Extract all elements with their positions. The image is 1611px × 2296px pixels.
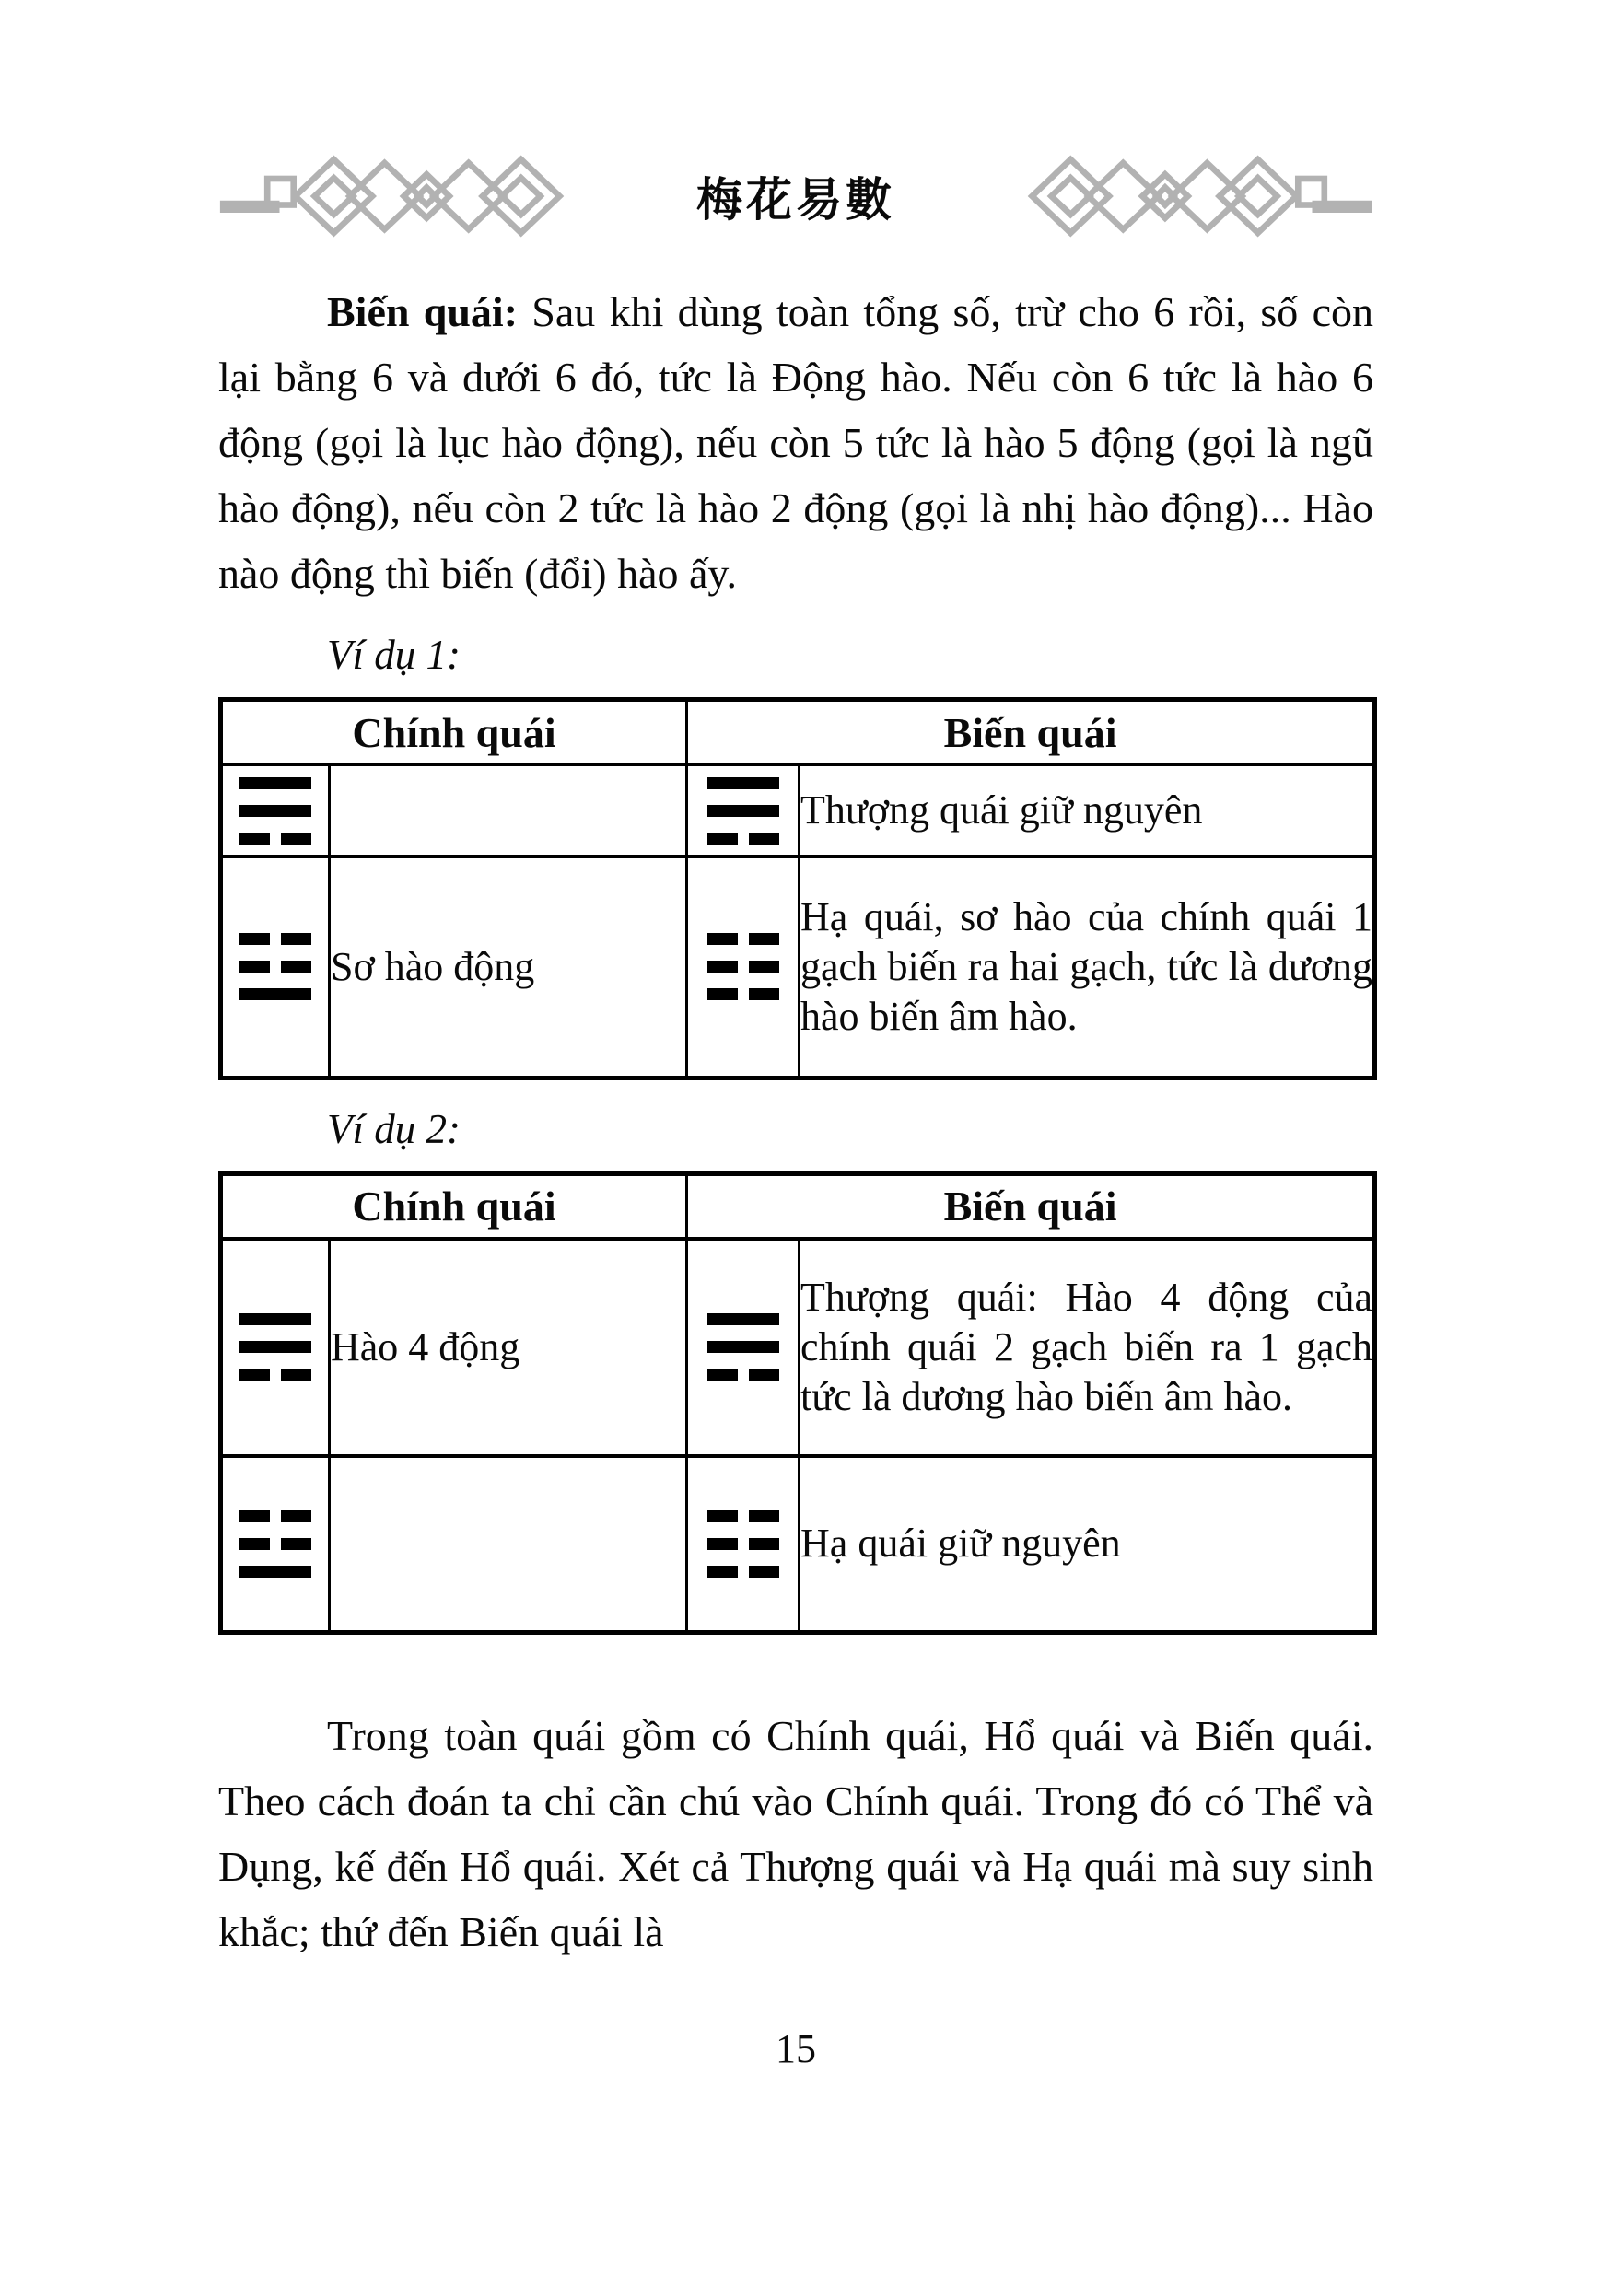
trigram-lower-bien [707,1510,779,1578]
yang-line [707,777,779,789]
table-row [221,764,1375,857]
yang-line [239,988,311,1000]
yang-line [239,1313,311,1325]
trigram-upper-bien [707,1313,779,1381]
example-2-label: Ví dụ 2: [327,1105,461,1152]
yin-line [707,988,779,1000]
yin-line [239,833,311,845]
trigram-lower-chinh [239,1510,311,1578]
page-header [218,150,1373,242]
page-title-cjk: 梅花易數 [696,174,895,226]
bien-description-cell: Thượng quái: Hào 4 động của chính quái 2 gạch biến ra 1 gạch tức là dương hào biến âm hào. [800,1239,1375,1456]
example-1-table [218,697,1377,1080]
yang-line [239,1341,311,1353]
yin-line [707,933,779,945]
column-header-bien-quai: Biến quái [687,700,1375,765]
yin-line [239,1369,311,1381]
table-header-row [221,1173,1375,1239]
chinh-label-cell: Hào 4 động [330,1239,687,1456]
table-row [221,1239,1375,1456]
yin-line [239,1510,311,1522]
intro-lead-bold: Biến quái: [327,288,519,335]
table-row [221,1456,1375,1633]
diamond-chain-ornament-right [1023,152,1373,240]
chinh-trigram-cell [221,764,330,857]
chinh-label-cell [330,764,687,857]
yin-line [707,961,779,973]
chinh-trigram-cell [221,1456,330,1633]
bien-description-cell: Hạ quái giữ nguyên [800,1456,1375,1633]
chinh-label-cell [330,1456,687,1633]
bien-trigram-cell [687,1456,800,1633]
yang-line [707,1313,779,1325]
table-header-row [221,700,1375,765]
trigram-upper-bien [707,777,779,845]
table-row [221,857,1375,1078]
yang-line [707,805,779,817]
diamond-chain-ornament-left [218,152,568,240]
column-header-chinh-quai: Chính quái [221,700,687,765]
bien-description-cell: Thượng quái giữ nguyên [800,764,1375,857]
yin-line [707,833,779,845]
bien-trigram-cell [687,764,800,857]
bien-description-cell: Hạ quái, sơ hào của chính quái 1 gạch biến ra hai gạch, tức là dương hào biến âm hào. [800,857,1375,1078]
yin-line [707,1538,779,1550]
chinh-label-cell: Sơ hào động [330,857,687,1078]
yin-line [707,1510,779,1522]
trigram-upper-chinh [239,1313,311,1381]
bien-trigram-cell [687,1239,800,1456]
yang-line [707,1341,779,1353]
intro-paragraph [218,279,1373,606]
yang-line [239,777,311,789]
trigram-lower-bien [707,933,779,1000]
column-header-bien-quai: Biến quái [687,1173,1375,1239]
yin-line [239,1538,311,1550]
column-header-chinh-quai: Chính quái [221,1173,687,1239]
chinh-trigram-cell [221,1239,330,1456]
intro-body-text: Sau khi dùng toàn tổng số, trừ cho 6 rồi, số còn lại bằng 6 và dưới 6 đó, tức là Động hào. Nếu còn 6 tức là hào 6 động (gọi là lục hào động), nếu còn 5 tức là hào 5 động (gọi là ngũ hào động), nếu còn 2 tức là hào 2 động (gọi là nhị hào động)... Hào nào động thì biến (đổi) hào ấy. [218,288,1373,597]
page-number: 15 [776,2026,816,2071]
example-2-table [218,1171,1377,1636]
trigram-upper-chinh [239,777,311,845]
yin-line [239,933,311,945]
yang-line [239,1566,311,1578]
yang-line [239,805,311,817]
example-1-label: Ví dụ 1: [327,632,461,678]
trigram-lower-chinh [239,933,311,1000]
closing-paragraph: Trong toàn quái gồm có Chính quái, Hổ quái và Biến quái. Theo cách đoán ta chỉ cần chú vào Chính quái. Trong đó có Thể và Dụng, kế đến Hổ quái. Xét cả Thượng quái và Hạ quái mà suy sinh khắc; thứ đến Biến quái là [218,1712,1373,1955]
yin-line [707,1369,779,1381]
yin-line [707,1566,779,1578]
yin-line [239,961,311,973]
chinh-trigram-cell [221,857,330,1078]
bien-trigram-cell [687,857,800,1078]
